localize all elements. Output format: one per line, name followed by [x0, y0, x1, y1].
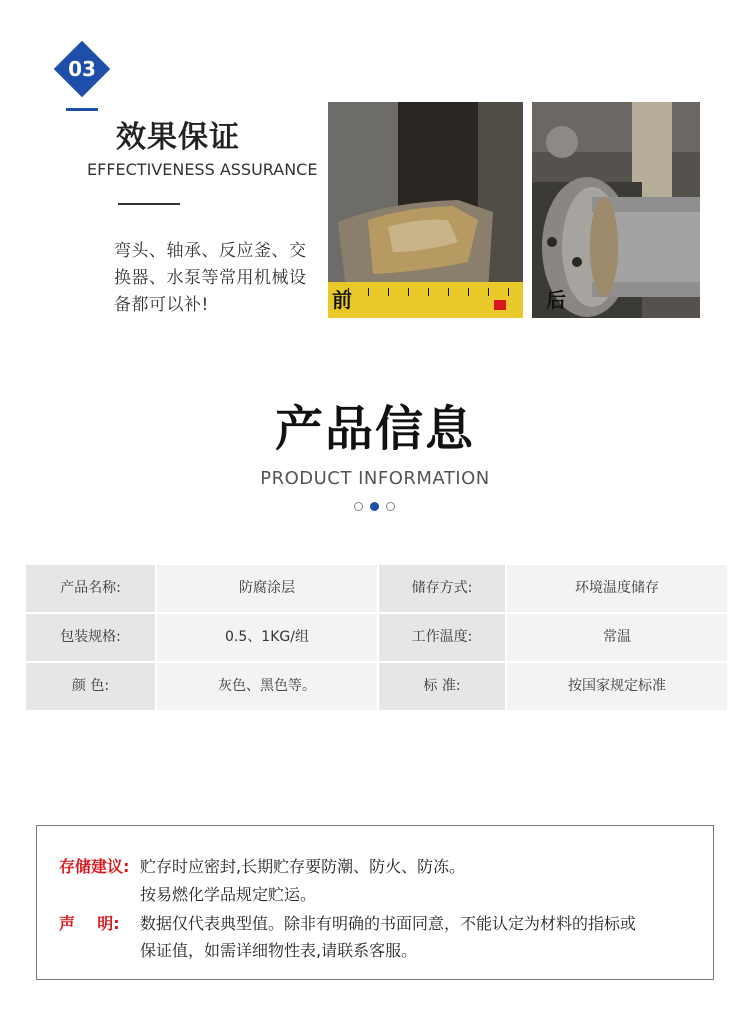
product-info-subtitle: PRODUCT INFORMATION [260, 468, 490, 489]
before-photo-illustration [328, 102, 523, 318]
statement-text-line2: 保证值，如需详细物性表,请联系客服。 [140, 941, 418, 960]
section-title: 效果保证 [116, 120, 240, 155]
spec-value: 灰色、黑色等。 [157, 663, 377, 710]
dot-1 [354, 502, 363, 511]
notice-box [36, 825, 714, 980]
spec-key: 包装规格: [26, 614, 155, 661]
spec-key: 标 准: [379, 663, 505, 710]
table-row [26, 663, 727, 712]
storage-text-line1: 贮存时应密封,长期贮存要防潮、防火、防冻。 [140, 857, 466, 876]
spec-value: 0.5、1KG/组 [157, 614, 377, 661]
section-divider [118, 203, 180, 205]
product-spec-table [26, 565, 727, 712]
product-info-title: 产品信息 [274, 401, 475, 457]
badge-underline [66, 108, 98, 111]
after-label: 后 [546, 288, 566, 312]
section-number-badge [55, 42, 109, 96]
statement-label: 声 明: [59, 914, 120, 933]
spec-value: 常温 [507, 614, 727, 661]
spec-value: 按国家规定标准 [507, 663, 727, 710]
statement-text-line1: 数据仅代表典型值。除非有明确的书面同意，不能认定为材料的指标或 [140, 914, 637, 933]
storage-label: 存储建议: [59, 857, 130, 876]
table-row [26, 614, 727, 663]
dot-3 [386, 502, 395, 511]
before-label: 前 [332, 288, 352, 312]
after-photo [532, 102, 700, 318]
spec-value: 防腐涂层 [157, 565, 377, 612]
spec-key: 产品名称: [26, 565, 155, 612]
storage-text-line2: 按易燃化学品规定贮运。 [140, 885, 317, 904]
spec-key: 颜 色: [26, 663, 155, 710]
spec-key: 储存方式: [379, 565, 505, 612]
table-row [26, 565, 727, 614]
pagination-dots [352, 502, 398, 512]
section-number: 03 [68, 57, 96, 81]
spec-key: 工作温度: [379, 614, 505, 661]
spec-value: 环境温度储存 [507, 565, 727, 612]
dot-2-active [370, 502, 379, 511]
before-photo [328, 102, 523, 318]
section-subtitle: EFFECTIVENESS ASSURANCE [87, 160, 318, 179]
section-description: 弯头、轴承、反应釜、交换器、水泵等常用机械设备都可以补! [114, 241, 307, 315]
